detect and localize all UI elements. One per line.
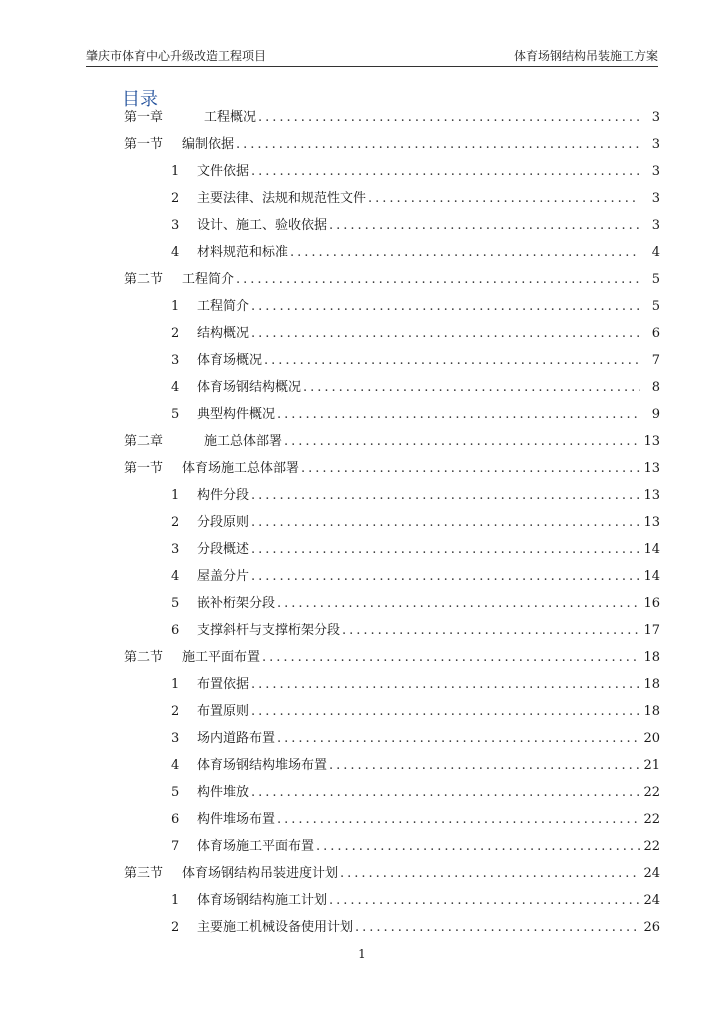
toc-entry-label: 施工平面布置 (182, 650, 261, 665)
toc-entry-section[interactable] (124, 270, 660, 290)
toc-entry-number: 4 (171, 569, 180, 584)
toc-entry-page: 9 (651, 407, 660, 422)
toc-entry-item[interactable] (171, 567, 660, 587)
toc-entry-chapter[interactable] (124, 108, 660, 128)
toc-leader-dots (355, 918, 640, 938)
toc-entry-page: 13 (643, 488, 660, 503)
toc-entry-label: 工程概况 (204, 110, 257, 125)
toc-entry-page: 3 (651, 191, 660, 206)
toc-entry-item[interactable] (171, 486, 660, 506)
toc-entry-label: 体育场钢结构堆场布置 (197, 758, 328, 773)
toc-entry-number: 2 (171, 191, 180, 206)
toc-entry-label: 编制依据 (182, 137, 235, 152)
toc-entry-number: 4 (171, 380, 180, 395)
toc-entry-item[interactable] (171, 297, 660, 317)
toc-leader-dots (316, 837, 640, 857)
toc-entry-page: 20 (643, 731, 660, 746)
toc-entry-page: 22 (643, 839, 660, 854)
toc-entry-number: 7 (171, 839, 180, 854)
toc-leader-dots (251, 486, 640, 506)
toc-entry-number: 2 (171, 515, 180, 530)
toc-leader-dots (236, 270, 640, 290)
toc-entry-page: 3 (651, 137, 660, 152)
toc-entry-chapter[interactable] (124, 432, 660, 452)
page-header (86, 48, 658, 67)
header-project-name: 肇庆市体育中心升级改造工程项目 (86, 49, 267, 63)
toc-entry-label: 典型构件概况 (197, 407, 276, 422)
toc-leader-dots (251, 702, 640, 722)
toc-entry-label: 支撑斜杆与支撑桁架分段 (197, 623, 341, 638)
toc-entry-item[interactable] (171, 162, 660, 182)
toc-entry-item[interactable] (171, 756, 660, 776)
toc-entry-page: 22 (643, 812, 660, 827)
toc-entry-number: 2 (171, 326, 180, 341)
toc-entry-number: 1 (171, 299, 180, 314)
toc-entry-number: 1 (171, 488, 180, 503)
toc-entry-section[interactable] (124, 864, 660, 884)
toc-entry-number: 1 (171, 893, 180, 908)
toc-entry-number: 4 (171, 245, 180, 260)
toc-entry-number: 第二章 (124, 434, 164, 449)
toc-entry-label: 构件分段 (197, 488, 250, 503)
toc-leader-dots (251, 675, 640, 695)
toc-entry-section[interactable] (124, 135, 660, 155)
toc-entry-label: 主要法律、法规和规范性文件 (197, 191, 367, 206)
toc-entry-page: 4 (651, 245, 660, 260)
toc-entry-item[interactable] (171, 351, 660, 371)
toc-entry-item[interactable] (171, 243, 660, 263)
toc-entry-item[interactable] (171, 891, 660, 911)
toc-entry-label: 设计、施工、验收依据 (197, 218, 328, 233)
toc-leader-dots (290, 243, 640, 263)
toc-entry-item[interactable] (171, 405, 660, 425)
toc-entry-label: 构件堆场布置 (197, 812, 276, 827)
toc-entry-page: 14 (643, 569, 660, 584)
toc-leader-dots (303, 378, 640, 398)
toc-entry-item[interactable] (171, 810, 660, 830)
toc-entry-label: 体育场施工平面布置 (197, 839, 315, 854)
toc-entry-page: 16 (643, 596, 660, 611)
toc-entry-page: 8 (651, 380, 660, 395)
toc-entry-item[interactable] (171, 837, 660, 857)
toc-entry-page: 13 (643, 515, 660, 530)
toc-leader-dots (368, 189, 640, 209)
toc-leader-dots (262, 648, 640, 668)
toc-entry-number: 1 (171, 677, 180, 692)
toc-entry-item[interactable] (171, 918, 660, 938)
header-document-title: 体育场钢结构吊装施工方案 (513, 49, 658, 63)
toc-entry-item[interactable] (171, 729, 660, 749)
toc-entry-page: 17 (643, 623, 660, 638)
toc-leader-dots (258, 108, 640, 128)
toc-entry-label: 体育场钢结构施工计划 (197, 893, 328, 908)
toc-entry-label: 工程简介 (197, 299, 250, 314)
toc-leader-dots (284, 432, 640, 452)
toc-entry-label: 布置依据 (197, 677, 250, 692)
toc-entry-page: 18 (643, 650, 660, 665)
toc-entry-number: 3 (171, 731, 180, 746)
toc-entry-label: 分段原则 (197, 515, 250, 530)
toc-entry-page: 14 (643, 542, 660, 557)
toc-leader-dots (251, 324, 640, 344)
toc-leader-dots (264, 351, 640, 371)
toc-entry-label: 体育场钢结构概况 (197, 380, 302, 395)
toc-entry-label: 布置原则 (197, 704, 250, 719)
toc-entry-label: 场内道路布置 (197, 731, 276, 746)
toc-entry-label: 分段概述 (197, 542, 250, 557)
toc-entry-page: 3 (651, 110, 660, 125)
toc-leader-dots (277, 810, 640, 830)
toc-entry-label: 嵌补桁架分段 (197, 596, 276, 611)
toc-entry-page: 22 (643, 785, 660, 800)
toc-entry-page: 13 (643, 434, 660, 449)
toc-entry-number: 4 (171, 758, 180, 773)
toc-entry-label: 体育场概况 (197, 353, 263, 368)
toc-entry-label: 施工总体部署 (204, 434, 283, 449)
toc-entry-page: 6 (651, 326, 660, 341)
toc-entry-item[interactable] (171, 702, 660, 722)
toc-entry-item[interactable] (171, 324, 660, 344)
toc-entry-label: 屋盖分片 (197, 569, 250, 584)
toc-entry-label: 结构概况 (197, 326, 250, 341)
toc-entry-section[interactable] (124, 648, 660, 668)
toc-entry-label: 体育场钢结构吊装进度计划 (182, 866, 339, 881)
toc-entry-number: 3 (171, 353, 180, 368)
toc-entry-label: 材料规范和标准 (197, 245, 289, 260)
toc-entry-number: 5 (171, 785, 180, 800)
toc-leader-dots (340, 864, 640, 884)
toc-entry-item[interactable] (171, 621, 660, 641)
toc-entry-page: 18 (643, 677, 660, 692)
toc-entry-number: 3 (171, 218, 180, 233)
toc-leader-dots (329, 891, 640, 911)
toc-leader-dots (329, 756, 640, 776)
toc-entry-section[interactable] (124, 459, 660, 479)
toc-entry-number: 第一节 (124, 461, 164, 476)
toc-entry-item[interactable] (171, 378, 660, 398)
toc-entry-label: 体育场施工总体部署 (182, 461, 300, 476)
toc-entry-number: 第二节 (124, 650, 164, 665)
toc-entry-page: 13 (643, 461, 660, 476)
toc-entry-number: 3 (171, 542, 180, 557)
toc-leader-dots (236, 135, 640, 155)
toc-entry-item[interactable] (171, 189, 660, 209)
toc-entry-item[interactable] (171, 540, 660, 560)
toc-entry-number: 第三节 (124, 866, 164, 881)
toc-entry-number: 1 (171, 164, 180, 179)
toc-entry-number: 第一节 (124, 137, 164, 152)
toc-entry-number: 第二节 (124, 272, 164, 287)
toc-entry-page: 7 (651, 353, 660, 368)
toc-leader-dots (251, 297, 640, 317)
toc-leader-dots (251, 567, 640, 587)
toc-leader-dots (251, 540, 640, 560)
toc-leader-dots (277, 405, 640, 425)
toc-entry-item[interactable] (171, 675, 660, 695)
toc-leader-dots (342, 621, 640, 641)
toc-leader-dots (251, 783, 640, 803)
toc-entry-page: 24 (643, 866, 660, 881)
toc-title: 目录 (122, 89, 158, 110)
toc-leader-dots (329, 216, 640, 236)
toc-entry-page: 3 (651, 218, 660, 233)
toc-entry-label: 构件堆放 (197, 785, 250, 800)
toc-entry-page: 3 (651, 164, 660, 179)
toc-leader-dots (251, 513, 640, 533)
toc-entry-number: 2 (171, 920, 180, 935)
page-footer (0, 947, 724, 961)
toc-entry-number: 5 (171, 596, 180, 611)
toc-entry-number: 第一章 (124, 110, 164, 125)
toc-leader-dots (301, 459, 640, 479)
page-number: 1 (358, 947, 366, 961)
toc-entry-number: 2 (171, 704, 180, 719)
toc-entry-page: 5 (651, 299, 660, 314)
toc-entry-number: 6 (171, 812, 180, 827)
toc-entry-label: 文件依据 (197, 164, 250, 179)
toc-leader-dots (277, 729, 640, 749)
toc-entry-page: 5 (651, 272, 660, 287)
toc-entry-number: 6 (171, 623, 180, 638)
toc-leader-dots (277, 594, 640, 614)
toc-entry-page: 26 (643, 920, 660, 935)
toc-entry-item[interactable] (171, 783, 660, 803)
toc-entry-page: 21 (643, 758, 660, 773)
toc-entry-page: 18 (643, 704, 660, 719)
toc-entry-number: 5 (171, 407, 180, 422)
toc-entry-page: 24 (643, 893, 660, 908)
toc-leader-dots (251, 162, 640, 182)
toc-entry-label: 工程简介 (182, 272, 235, 287)
toc-entry-item[interactable] (171, 216, 660, 236)
toc-entry-item[interactable] (171, 513, 660, 533)
toc-entry-item[interactable] (171, 594, 660, 614)
toc-entry-label: 主要施工机械设备使用计划 (197, 920, 354, 935)
